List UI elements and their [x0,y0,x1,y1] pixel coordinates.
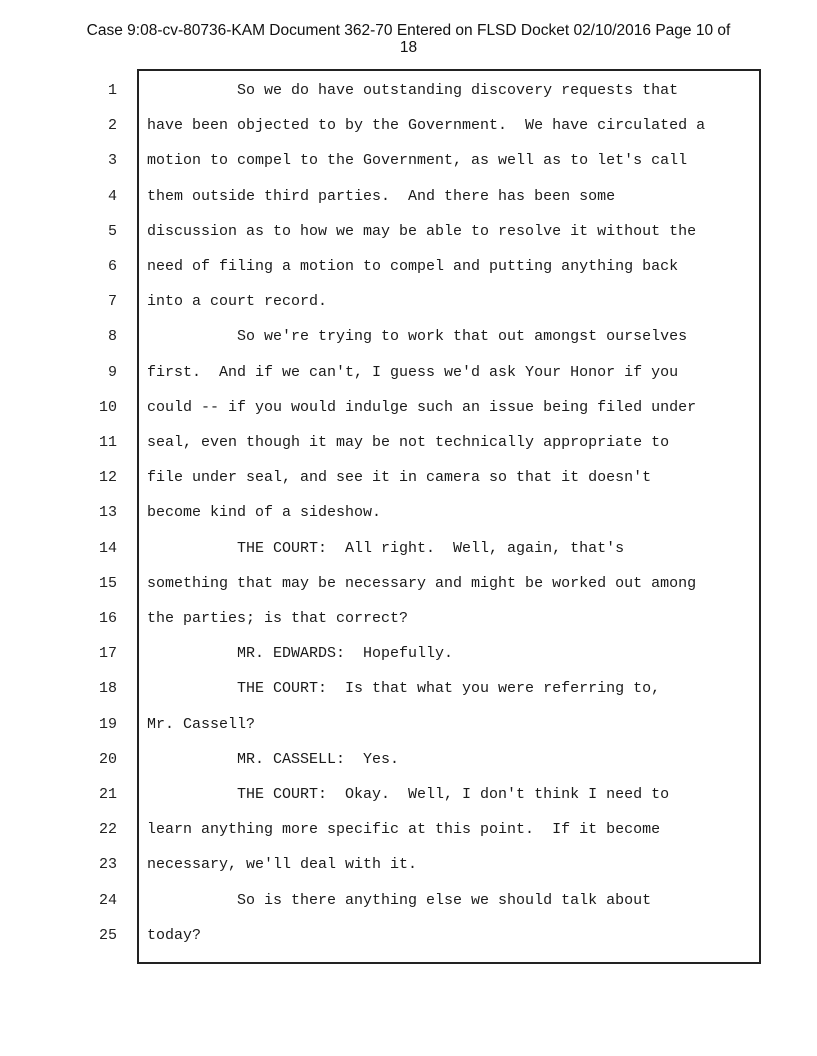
line-number: 16 [98,610,117,627]
line-number: 23 [98,856,117,874]
docket-header [0,22,817,56]
line-number: 24 [98,891,117,909]
line-number: 11 [98,434,117,451]
line-text: So we do have outstanding discovery requests that [147,82,679,99]
transcript-line [0,883,817,918]
line-number: 21 [98,786,117,803]
line-number: 5 [107,222,117,240]
transcript-line [0,566,817,601]
transcript-line [0,531,817,566]
line-text: into a court record. [147,293,328,311]
line-text: something that may be necessary and might be worked out among [147,574,697,592]
line-number: 3 [107,152,117,170]
transcript-line [0,425,817,460]
transcript-line [0,495,817,530]
line-number: 7 [107,293,117,311]
line-text: motion to compel to the Government, as well as to let's call [147,152,688,170]
line-text: have been objected to by the Government. We have circulated a [147,117,706,135]
line-number: 12 [98,469,117,487]
line-number: 10 [98,398,117,416]
line-text: today? [147,926,202,944]
line-text: MR. CASSELL: Yes. [147,750,400,768]
line-text: learn anything more specific at this point. If it become [147,821,661,839]
transcript-line [0,671,817,706]
transcript-line [0,355,817,390]
line-text: THE COURT: Okay. Well, I don't think I need to [147,786,670,803]
line-number: 19 [98,715,117,733]
line-text: seal, even though it may be not technically appropriate to [147,434,670,451]
line-text: them outside third parties. And there has been some [147,187,616,205]
transcript-line [0,179,817,214]
transcript-line [0,742,817,777]
line-number: 8 [107,328,117,346]
line-number: 20 [98,750,117,768]
line-text: MR. EDWARDS: Hopefully. [147,645,454,663]
docket-header-line2: 18 [399,39,418,56]
line-number: 15 [98,574,117,592]
line-text: need of filing a motion to compel and putting anything back [147,258,679,275]
transcript-line [0,460,817,495]
transcript-line [0,73,817,108]
line-text: discussion as to how we may be able to resolve it without the [147,222,697,240]
line-text: file under seal, and see it in camera so that it doesn't [147,469,652,487]
transcript-line [0,601,817,636]
transcript-line [0,284,817,319]
line-text: become kind of a sideshow. [147,504,382,522]
line-number: 18 [98,680,117,698]
transcript-line [0,777,817,812]
line-number: 1 [107,82,117,99]
transcript-line [0,214,817,249]
line-text: THE COURT: All right. Well, again, that's [147,539,625,557]
line-text: necessary, we'll deal with it. [147,856,418,874]
transcript-line [0,249,817,284]
line-text: the parties; is that correct? [147,610,409,627]
transcript-line [0,847,817,882]
line-text: So we're trying to work that out amongst ourselves [147,328,688,346]
line-number: 4 [107,187,117,205]
transcript-line [0,918,817,953]
line-number: 22 [98,821,117,839]
line-number: 2 [107,117,117,135]
transcript-line [0,143,817,178]
line-number: 17 [98,645,117,663]
transcript-line [0,636,817,671]
line-text: could -- if you would indulge such an issue being filed under [147,398,697,416]
line-number: 6 [107,258,117,275]
transcript-line [0,319,817,354]
line-text: So is there anything else we should talk about [147,891,652,909]
line-number: 9 [107,363,117,381]
line-number: 13 [98,504,117,522]
docket-header-line1: Case 9:08-cv-80736-KAM Document 362-70 Entered on FLSD Docket 02/10/2016 Page 10 of [86,22,731,39]
transcript-line [0,707,817,742]
line-number: 14 [98,539,117,557]
line-text: THE COURT: Is that what you were referring to, [147,680,661,698]
transcript-line [0,390,817,425]
transcript-line [0,812,817,847]
line-number: 25 [98,926,117,944]
transcript-line [0,108,817,143]
line-text: first. And if we can't, I guess we'd ask Your Honor if you [147,363,679,381]
line-text: Mr. Cassell? [147,715,256,733]
